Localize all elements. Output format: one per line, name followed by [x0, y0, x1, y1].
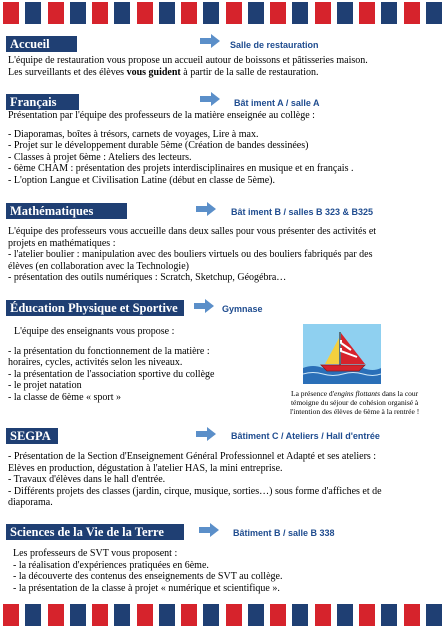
section-heading-eps: Éducation Physique et Sportive [6, 300, 184, 316]
decorative-square [292, 604, 308, 626]
decorative-square [203, 604, 219, 626]
decorative-square [381, 604, 397, 626]
text-line: Présentation par l'équipe des professeurs de la matière enseignée au collège : [8, 110, 315, 121]
right-arrow-icon [195, 427, 217, 441]
section-heading-mathematiques: Mathématiques [6, 203, 127, 219]
top-decorative-band [0, 2, 445, 24]
text-line: Les surveillants et des élèves vous guident à partir de la salle de restauration. [8, 66, 319, 78]
text-line: - Diaporamas, boîtes à trésors, carnets de voyages, Lire à max. [8, 128, 259, 140]
text-line: - la présentation du fonctionnement de la matière : [8, 345, 210, 357]
decorative-square [337, 604, 353, 626]
text-line: élèves (en collaboration avec la Technologie) [8, 260, 189, 272]
decorative-square [114, 604, 130, 626]
decorative-square [315, 604, 331, 626]
segpa-text [8, 451, 382, 509]
decorative-square [426, 2, 442, 24]
boat-caption: La présence d'engins flottants dans la cour témoigne du séjour de cohésion organisé à l'intention des élèves de 6ème à la rentrée ! [290, 389, 420, 416]
text-line: diaporama. [8, 497, 53, 508]
text-line: L'équipe des enseignants vous propose : [14, 326, 175, 337]
right-arrow-icon [195, 202, 217, 216]
decorative-square [359, 604, 375, 626]
section-heading-francais: Français [6, 94, 79, 110]
text-line [8, 122, 353, 129]
right-arrow-icon [193, 299, 215, 313]
decorative-square [181, 2, 197, 24]
decorative-square [159, 604, 175, 626]
decorative-square [137, 2, 153, 24]
text-line: - L'option Langue et Civilisation Latine (début en classe de 5ème). [8, 174, 275, 186]
decorative-square [404, 2, 420, 24]
decorative-square [203, 2, 219, 24]
section-heading-accueil: Accueil [6, 36, 77, 52]
location-francais: Bât iment A / salle A [234, 98, 320, 108]
text-line: - la découverte des contenus des enseignements de SVT au collège. [13, 571, 283, 582]
text-line: - l'atelier boulier : manipulation avec des bouliers virtuels ou des bouliers fabriqués par des [8, 249, 373, 260]
text-line: - Différents projets des classes (jardin, cirque, musique, sorties…) sous forme d'affiches et de [8, 485, 382, 497]
decorative-square [226, 604, 242, 626]
location-eps: Gymnase [222, 304, 263, 314]
eps-text [8, 326, 214, 403]
decorative-square [270, 604, 286, 626]
right-arrow-icon [199, 34, 221, 48]
decorative-square [248, 604, 264, 626]
text-line: horaires, cycles, activités selon les niveaux. [8, 357, 183, 368]
decorative-square [159, 2, 175, 24]
decorative-square [381, 2, 397, 24]
emphasis: vous guident [126, 66, 181, 78]
decorative-square [25, 2, 41, 24]
decorative-square [292, 2, 308, 24]
decorative-square [226, 2, 242, 24]
decorative-square [181, 604, 197, 626]
text-line: - le projet natation [8, 380, 82, 391]
bottom-decorative-band [0, 604, 445, 626]
right-arrow-icon [198, 523, 220, 537]
text-line: - Classes à projet 6ème : Ateliers des lecteurs. [8, 151, 192, 163]
decorative-square [359, 2, 375, 24]
decorative-square [114, 2, 130, 24]
text-line: - Présentation de la Section d'Enseignement Général Professionnel et Adapté et ses ateliers : [8, 451, 377, 462]
text-line: - présentation des outils numériques : Scratch, Sketchup, Géogébra… [8, 272, 287, 283]
text-line: - Projet sur le développement durable 5ème (Création de bandes dessinées) [8, 140, 309, 151]
text-line: Elèves en production, dégustation à l'atelier HAS, la mini entreprise. [8, 462, 283, 474]
decorative-square [337, 2, 353, 24]
decorative-square [70, 604, 86, 626]
text-line: - 6ème CHAM : présentation des projets interdisciplinaires en musique et en français . [8, 163, 354, 174]
decorative-square [3, 2, 19, 24]
text-line: L'équipe des professeurs vous accueille dans deux salles pour vous présenter des activités et [8, 226, 377, 237]
text-line [8, 338, 214, 346]
right-arrow-icon [199, 92, 221, 106]
decorative-square [92, 604, 108, 626]
location-accueil: Salle de restauration [230, 40, 319, 50]
francais-text [8, 110, 353, 186]
location-mathematiques: Bât iment B / salles B 323 & B325 [231, 207, 374, 217]
decorative-square [48, 604, 64, 626]
decorative-square [315, 2, 331, 24]
mathematiques-text [8, 226, 376, 284]
decorative-square [270, 2, 286, 24]
text-line: - la classe de 6ème « sport » [8, 391, 122, 403]
decorative-square [137, 604, 153, 626]
decorative-square [48, 2, 64, 24]
text-line: - la réalisation d'expériences pratiquées en 6ème. [13, 559, 209, 571]
decorative-square [404, 604, 420, 626]
sailboat-illustration [303, 324, 381, 384]
decorative-square [3, 604, 19, 626]
text-line: L'équipe de restauration vous propose un accueil autour de boissons et pâtisseries maison. [8, 55, 368, 66]
decorative-square [426, 604, 442, 626]
text-line: - la présentation de l'association sportive du collège [8, 368, 215, 380]
decorative-square [248, 2, 264, 24]
text-line: - la présentation de la classe à projet « numérique et scientifique ». [13, 582, 280, 594]
location-svt: Bâtiment B / salle B 338 [233, 528, 335, 538]
location-segpa: Bâtiment C / Ateliers / Hall d'entrée [231, 431, 380, 441]
text-line: Les professeurs de SVT vous proposent : [13, 548, 178, 559]
decorative-square [92, 2, 108, 24]
decorative-square [70, 2, 86, 24]
accueil-text [8, 55, 368, 78]
text-line: projets en mathématiques : [8, 237, 116, 249]
text-line: - Travaux d'élèves dans le hall d'entrée. [8, 474, 166, 485]
section-heading-segpa: SEGPA [6, 428, 58, 444]
svt-text [13, 548, 282, 594]
section-heading-svt: Sciences de la Vie de la Terre [6, 524, 184, 540]
decorative-square [25, 604, 41, 626]
